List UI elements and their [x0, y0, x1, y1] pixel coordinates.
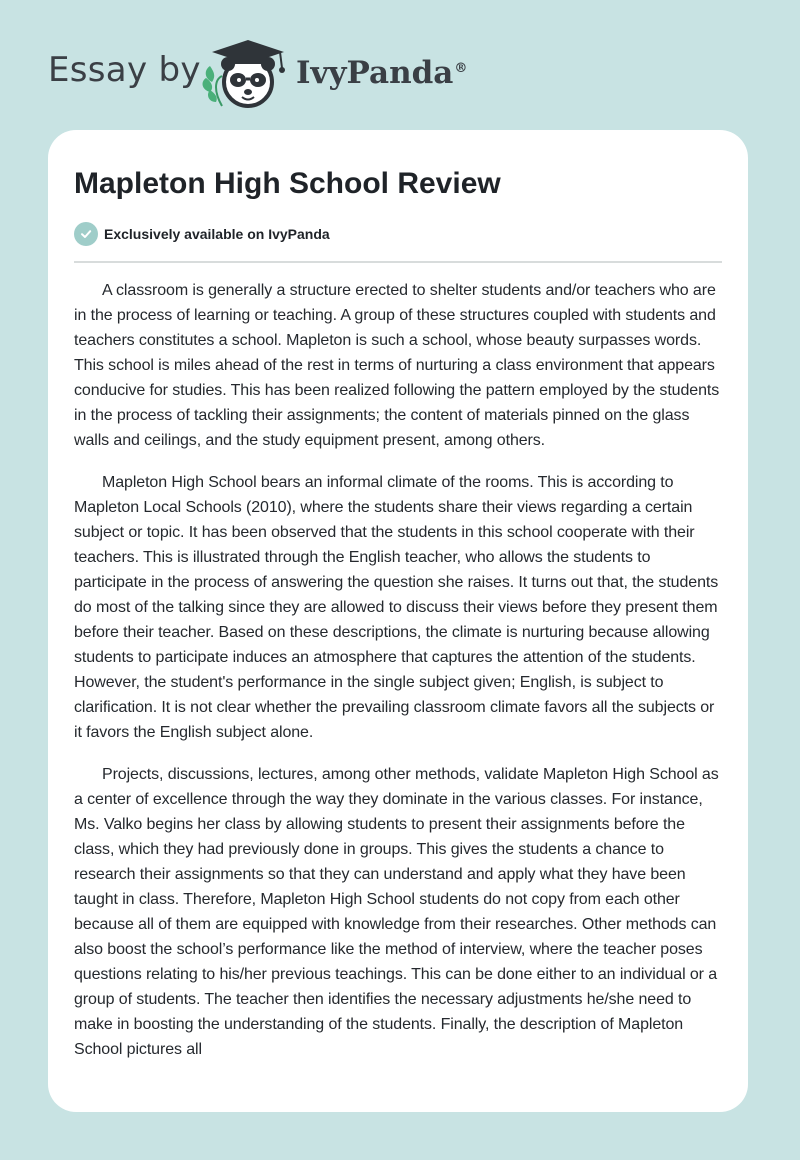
- exclusive-badge-label: Exclusively available on IvyPanda: [104, 226, 330, 242]
- essay-paragraph: A classroom is generally a structure erected to shelter students and/or teachers who are in the process of learning or teaching. A group of these structures coupled with students and teachers constitutes a school. Mapleton is such a school, whose beauty surpasses words. This school is miles ahead of the rest in terms of nurturing a class environment that appears conducive for studies. This has been realized following the pattern employed by the students in the process of tackling their assignments; the content of materials pinned on the glass walls and ceilings, and the study equipment present, among others.: [74, 282, 720, 449]
- essay-paragraph: Projects, discussions, lectures, among other methods, validate Mapleton High School as a center of excellence through the way they dominate in the various classes. For instance, Ms. Valko begins her class by allowing students to present their assignments before the class, which they had previously done in groups. This gives the students a chance to research their assignments so that they can understand and apply what they have been taught in class. Therefore, Mapleton High School students do not copy from each other because all of them are equipped with knowledge from their researches. Other methods can also boost the school’s performance like the method of interview, where the teacher poses questions relating to his/her previous teachings. This can be done either to an individual or a group of students. The teacher then identifies the necessary adjustments he/she need to make in boosting the understanding of the students. Finally, the description of Mapleton School pictures all: [74, 766, 719, 1058]
- brand-name[interactable]: [296, 54, 467, 92]
- essay-title: Mapleton High School Review: [74, 167, 501, 200]
- essay-paragraph: Mapleton High School bears an informal climate of the rooms. This is according to Mapleton Local Schools (2010), where the students share their views regarding a certain subject or topic. It has been observed that the students in this school cooperate with their teachers. This is illustrated through the English teacher, who allows the students to participate in the process of answering the question she raises. It turns out that, the students do most of the talking since they are allowed to discuss their views before they present them before their teacher. Based on these descriptions, the climate is nurturing because allowing students to participate induces an atmosphere that captures the attention of the students. However, the student's performance in the single subject given; English, is subject to clarification. It is not clear whether the prevailing classroom climate favors all the subjects or it favors the English subject alone.: [74, 474, 719, 741]
- site-header: [0, 0, 800, 130]
- essay-body: [74, 278, 726, 1079]
- exclusive-badge: [74, 222, 330, 246]
- title-divider: [74, 261, 722, 263]
- registered-mark: ®: [454, 61, 468, 76]
- essay-card: [48, 130, 748, 1112]
- check-circle-icon: [74, 222, 98, 246]
- brand-name-text: IvyPanda: [296, 55, 454, 91]
- brand-prefix: Essay by: [48, 50, 201, 90]
- panda-graduate-icon[interactable]: [200, 36, 292, 110]
